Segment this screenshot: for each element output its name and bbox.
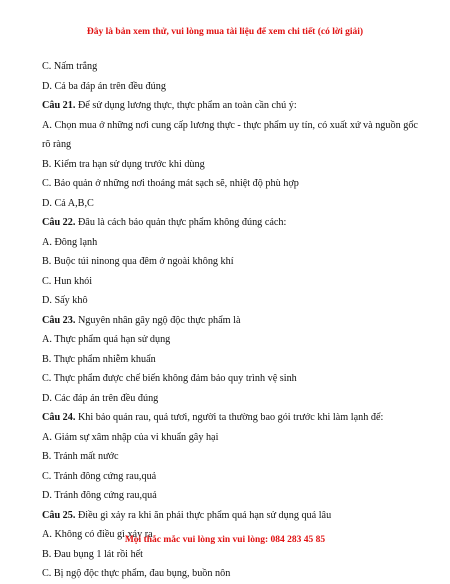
question-number: Câu 23. bbox=[42, 314, 76, 326]
question-number: Câu 24. bbox=[42, 412, 76, 423]
question-line bbox=[42, 311, 422, 331]
answer-option: A. Đông lạnh bbox=[42, 236, 98, 248]
question-number: Câu 22. bbox=[42, 217, 76, 228]
answer-option: A. Thực phẩm quá hạn sử dụng bbox=[42, 334, 171, 345]
answer-option: B. Đau bụng 1 lát rồi hết bbox=[42, 548, 144, 560]
question-text: Nguyên nhân gây ngộ độc thực phẩm là bbox=[75, 314, 241, 326]
quiz-content bbox=[42, 57, 422, 584]
answer-option: B. Tránh mất nước bbox=[42, 451, 119, 462]
answer-option: D. Sấy khô bbox=[42, 295, 88, 306]
answer-option: C. Nấm trắng bbox=[42, 61, 98, 72]
answer-option: C. Hun khói bbox=[42, 275, 93, 287]
answer-option: D. Cả ba đáp án trên đều đúng bbox=[42, 80, 166, 92]
answer-option: C. Bị ngộ độc thực phẩm, đau bụng, buồn nôn bbox=[42, 568, 231, 579]
question-line bbox=[42, 408, 422, 428]
question-text: Điều gì xảy ra khi ăn phải thực phẩm quá hạn sử dụng quá lâu bbox=[75, 509, 332, 521]
question-text: Để sử dụng lương thực, thực phẩm an toàn cần chú ý: bbox=[75, 100, 297, 111]
question-line bbox=[42, 96, 422, 116]
answer-option: D. Cả A,B,C bbox=[42, 197, 94, 209]
answer-option: B. Thực phẩm nhiễm khuẩn bbox=[42, 353, 156, 365]
answer-option: C. Thực phẩm được chế biến không đảm bảo quy trình vệ sinh bbox=[42, 373, 297, 384]
preview-notice-banner: Đây là bản xem thử, vui lòng mua tài liệu để xem chi tiết (có lời giải) bbox=[86, 27, 364, 37]
answer-option: B. Buộc túi ninong qua đêm ở ngoài không khí bbox=[42, 256, 234, 267]
answer-option: B. Kiểm tra hạn sử dụng trước khi dùng bbox=[42, 158, 205, 170]
question-number: Câu 25. bbox=[42, 509, 76, 521]
question-line bbox=[42, 506, 422, 526]
answer-option: D. Các đáp án trên đều đúng bbox=[42, 392, 159, 404]
answer-option: A. Giảm sự xâm nhập của vi khuẩn gây hại bbox=[42, 431, 219, 443]
contact-footer-banner: Mọi thắc mắc vui lòng xin vui lòng: 084 283 45 85 bbox=[124, 535, 326, 545]
answer-option: D. Tránh đông cứng rau,quả bbox=[42, 490, 157, 501]
question-line bbox=[42, 213, 422, 233]
answer-option: A. Chọn mua ở những nơi cung cấp lương thực - thực phẩm uy tín, có xuất xứ và nguồn gốc rõ ràng bbox=[42, 119, 418, 150]
question-number: Câu 21. bbox=[42, 100, 76, 111]
question-text: Đâu là cách bảo quản thực phẩm không đúng cách: bbox=[75, 217, 287, 228]
question-text: Khi bảo quản rau, quả tươi, người ta thường bao gói trước khi làm lạnh để: bbox=[75, 412, 384, 423]
answer-option: C. Tránh đông cứng rau,quả bbox=[42, 470, 157, 482]
answer-option: A. Không có điều gì xảy ra bbox=[42, 529, 153, 540]
answer-option: C. Bảo quản ở những nơi thoáng mát sạch sẽ, nhiệt độ phù hợp bbox=[42, 178, 299, 189]
